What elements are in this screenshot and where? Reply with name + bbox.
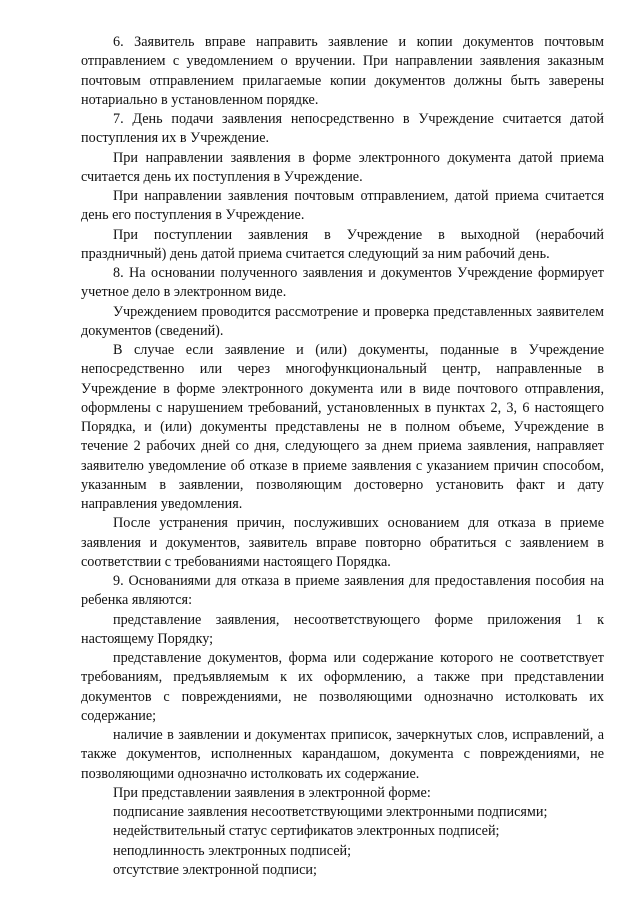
list-item-document-requirements: представление документов, форма или содержание которого не соответствует требованиям, предъявляемым к их оформлению, а также при представлении документов с повреждениями, не позволяющими однозначно истолковать их содержание; <box>81 650 604 724</box>
paragraph-electronic-form: При представлении заявления в электронной форме: <box>113 784 431 801</box>
paragraph-postal-date: При направлении заявления почтовым отправлением, датой приема считается день его поступления в Учреждение. <box>81 188 604 224</box>
paragraph-holiday-date: При поступлении заявления в Учреждение в выходной (нерабочий праздничный) день датой приема считается следующий за ним рабочий день. <box>81 226 604 262</box>
list-item-missing-signature: отсутствие электронной подписи; <box>113 861 317 878</box>
paragraph-7: 7. День подачи заявления непосредственно в Учреждение считается датой поступления их в Учреждение. <box>81 111 604 147</box>
list-item-invalid-certificates: недействительный статус сертификатов электронных подписей; <box>113 823 500 840</box>
paragraph-review: Учреждением проводится рассмотрение и проверка представленных заявителем документов (сведений). <box>81 303 604 339</box>
list-item-form-mismatch: представление заявления, несоответствующего форме приложения 1 к настоящему Порядку; <box>81 611 604 647</box>
list-item-signature-authenticity: неподлинность электронных подписей; <box>113 842 352 859</box>
paragraph-reapply: После устранения причин, послуживших основанием для отказа в приеме заявления и документов, заявитель вправе повторно обратиться с заявлением в соответствии с требованиями настоящего Порядка. <box>81 515 604 570</box>
paragraph-electronic-date: При направлении заявления в форме электронного документа датой приема считается день их поступления в Учреждение. <box>81 149 604 185</box>
paragraph-6: 6. Заявитель вправе направить заявление и копии документов почтовым отправлением с уведомлением о вручении. При направлении заявления заказным почтовым отправлением прилагаемые копии документов должны быть заверены нотариально в установленном порядке. <box>81 34 604 108</box>
paragraph-8: 8. На основании полученного заявления и документов Учреждение формирует учетное дело в электронном виде. <box>81 265 604 301</box>
document-body <box>81 33 604 880</box>
list-item-corrections: наличие в заявлении и документах приписок, зачеркнутых слов, исправлений, а также документов, исполненных карандашом, документа с повреждениями, не позволяющими однозначно истолковать их содержание. <box>81 727 604 782</box>
paragraph-9: 9. Основаниями для отказа в приеме заявления для предоставления пособия на ребенка являются: <box>81 573 604 609</box>
list-item-improper-signatures: подписание заявления несоответствующими электронными подписями; <box>113 804 548 820</box>
paragraph-refusal-notice: В случае если заявление и (или) документы, поданные в Учреждение непосредственно или через многофункциональный центр, направленные в Учреждение в форме электронного документа или в виде почтового отправления, оформлены с нарушением требований, установленных в пунктах 2, 3, 6 настоящего Порядка, и (или) документы представлены не в полном объеме, Учреждение в течение 2 рабочих дней со дня, следующего за днем приема заявления, направляет заявителю уведомление об отказе в приеме заявления с указанием причин способом, указанным в заявлении, позволяющим достоверно установить факт и дату направления уведомления. <box>81 342 604 512</box>
